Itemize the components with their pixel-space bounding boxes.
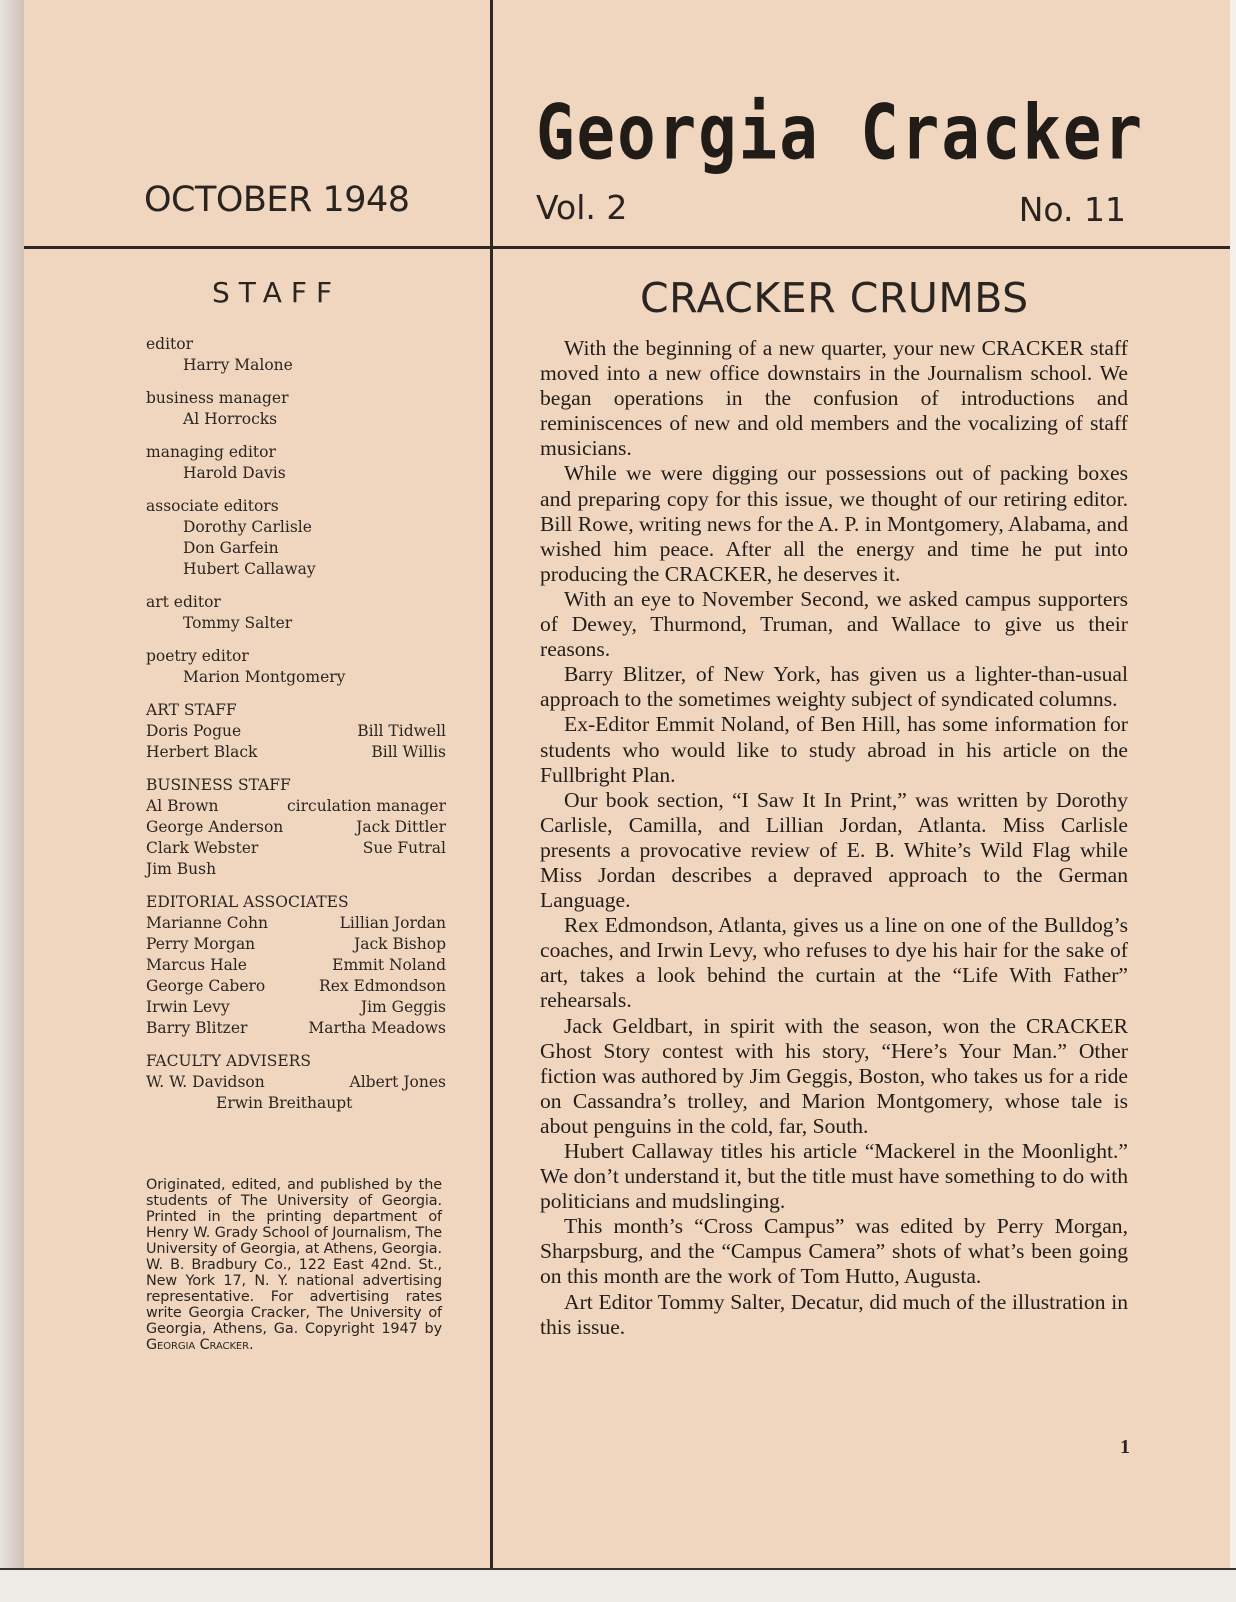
staff-name: Harry Malone <box>183 356 293 374</box>
name-row <box>146 934 446 955</box>
column-divider <box>490 0 493 1568</box>
role-label: editor <box>146 335 194 353</box>
staff-name: Al Horrocks <box>183 410 278 428</box>
staff-role-group <box>146 592 446 634</box>
business-staff-section <box>146 775 446 880</box>
staff-name: Doris Pogue <box>146 722 242 740</box>
section-heading: FACULTY ADVISERS <box>146 1052 311 1070</box>
page-bottom-edge <box>0 1568 1236 1602</box>
header-divider <box>24 246 1230 249</box>
name-row <box>146 1072 446 1093</box>
volume-number: Vol. 2 <box>536 188 628 227</box>
article-paragraph: Barry Blitzer, of New York, has given us a lighter-than-usual approach to the sometimes weighty subject of syndicated columns. <box>540 662 1128 712</box>
staff-name: circulation manager <box>286 797 446 815</box>
name-row <box>146 859 446 880</box>
role-label: business manager <box>146 389 289 407</box>
section-heading: EDITORIAL ASSOCIATES <box>146 893 349 911</box>
staff-name: Martha Meadows <box>308 1019 446 1037</box>
staff-name: Hubert Callaway <box>183 560 316 578</box>
staff-role-group <box>146 442 446 484</box>
staff-name: Bill Tidwell <box>357 722 446 740</box>
editorial-associates-section <box>146 892 446 1039</box>
name-row <box>146 1018 446 1039</box>
page-number: 1 <box>1120 1436 1130 1458</box>
staff-name: George Anderson <box>146 818 284 836</box>
article-paragraph: With an eye to November Second, we asked campus supporters of Dewey, Thurmond, Truman, and Wallace to give us their reasons. <box>540 586 1128 662</box>
staff-name: Jack Bishop <box>354 935 446 953</box>
role-label: poetry editor <box>146 647 249 665</box>
staff-role-group <box>146 646 446 688</box>
publication-colophon <box>146 1177 442 1353</box>
name-row <box>146 817 446 838</box>
art-staff-section <box>146 700 446 763</box>
name-row <box>146 838 446 859</box>
name-row <box>146 913 446 934</box>
article-paragraph: Rex Edmondson, Atlanta, gives us a line on one of the Bulldog’s coaches, and Irwin Levy, who refuses to dye his hair for the sake of art, takes a look behind the curtain at the “Life With Father” rehearsals. <box>540 913 1128 1013</box>
name-row <box>146 742 446 763</box>
staff-heading: STAFF <box>212 276 342 309</box>
staff-name: Herbert Black <box>146 743 258 761</box>
name-row <box>146 976 446 997</box>
staff-name: Marianne Cohn <box>146 914 268 932</box>
staff-name: Jim Geggis <box>360 998 446 1016</box>
staff-name: Emmit Noland <box>332 956 446 974</box>
staff-name: Jack Dittler <box>356 818 446 836</box>
magazine-title: Georgia Cracker <box>536 90 1144 178</box>
article-body <box>540 336 1128 1340</box>
staff-name: Al Brown <box>146 797 219 815</box>
colophon-publisher: Georgia Cracker. <box>146 1337 254 1353</box>
staff-role-group <box>146 334 446 376</box>
faculty-advisers-section <box>146 1051 446 1114</box>
role-label: art editor <box>146 593 221 611</box>
article-title: CRACKER CRUMBS <box>640 274 1029 322</box>
staff-name: Jim Bush <box>146 860 217 878</box>
binding-spine <box>0 0 24 1600</box>
name-row <box>146 796 446 817</box>
staff-name: Sue Futral <box>362 839 446 857</box>
staff-name: Perry Morgan <box>146 935 256 953</box>
issue-number: No. 11 <box>1018 190 1126 229</box>
staff-name: George Cabero <box>146 977 266 995</box>
staff-name: Irwin Levy <box>146 998 230 1016</box>
section-heading: BUSINESS STAFF <box>146 776 291 794</box>
staff-name: Bill Willis <box>371 743 446 761</box>
staff-name: Don Garfein <box>183 539 279 557</box>
article-paragraph: Ex-Editor Emmit Noland, of Ben Hill, has some information for students who would like to study abroad in his article on the Fullbright Plan. <box>540 712 1128 787</box>
staff-name: Tommy Salter <box>183 614 293 632</box>
name-row <box>146 721 446 742</box>
staff-role-group <box>146 388 446 430</box>
role-label: associate editors <box>146 497 279 515</box>
article-paragraph: With the beginning of a new quarter, your new CRACKER staff moved into a new office downstairs in the Journalism school. We began operations in the confusion of introductions and reminiscences of new and old members and the vocalizing of staff musicians. <box>540 336 1128 461</box>
staff-name: Erwin Breithaupt <box>216 1094 353 1112</box>
article-paragraph: Hubert Callaway titles his article “Mackerel in the Moonlight.” We don’t understand it, but the title must have something to do with politicians and mudslinging. <box>540 1139 1128 1214</box>
staff-name: Harold Davis <box>183 464 286 482</box>
staff-name: Lillian Jordan <box>339 914 446 932</box>
article-paragraph: Jack Geldbart, in spirit with the season, won the CRACKER Ghost Story contest with his story, “Here’s Your Man.” Other fiction was authored by Jim Geggis, Boston, who takes us for a ride on Cassandra’s trolley, and Marion Montgomery, whose tale is about penguins in the cold, far, South. <box>540 1013 1128 1138</box>
article-paragraph: Our book section, “I Saw It In Print,” was written by Dorothy Carlisle, Camilla, and Lillian Jordan, Atlanta. Miss Carlisle presents a provocative review of E. B. White’s Wild Flag while Miss Jordan describes a depraved approach to the German Language. <box>540 787 1128 913</box>
staff-role-group <box>146 496 446 580</box>
page-right-edge <box>1230 0 1236 1600</box>
colophon-text: Originated, edited, and published by the students of The University of Georgia. Printed in the printing department of Henry W. Grady School of Journalism, The University of Georgia, at Athens, Georgia. W. B. Bradbury Co., 122 East 42nd. St., New York 17, N. Y. national advertising representative. For advertising rates write Georgia Cracker, The University of Georgia, Athens, Ga. Copyright 1947 by <box>146 1177 442 1337</box>
staff-name: W. W. Davidson <box>146 1073 265 1091</box>
staff-name: Marcus Hale <box>146 956 247 974</box>
staff-name: Barry Blitzer <box>146 1019 248 1037</box>
section-heading: ART STAFF <box>146 701 237 719</box>
staff-name: Rex Edmondson <box>319 977 446 995</box>
article-paragraph: This month’s “Cross Campus” was edited by Perry Morgan, Sharpsburg, and the “Campus Camera” shots of what’s been going on this month are the work of Tom Hutto, Augusta. <box>540 1214 1128 1289</box>
article-paragraph: While we were digging our possessions out of packing boxes and preparing copy for this issue, we thought of our retiring editor. Bill Rowe, writing news for the A. P. in Montgomery, Alabama, and wished him peace. After all the energy and time he put into producing the CRACKER, he deserves it. <box>540 461 1128 586</box>
article-paragraph: Art Editor Tommy Salter, Decatur, did much of the illustration in this issue. <box>540 1289 1128 1339</box>
staff-name: Albert Jones <box>349 1073 446 1091</box>
name-row <box>146 955 446 976</box>
role-label: managing editor <box>146 443 276 461</box>
staff-list <box>146 334 446 1126</box>
name-row <box>146 997 446 1018</box>
staff-name: Clark Webster <box>146 839 259 857</box>
staff-name: Dorothy Carlisle <box>183 518 312 536</box>
staff-name: Marion Montgomery <box>183 668 346 686</box>
issue-date: OCTOBER 1948 <box>144 180 410 220</box>
